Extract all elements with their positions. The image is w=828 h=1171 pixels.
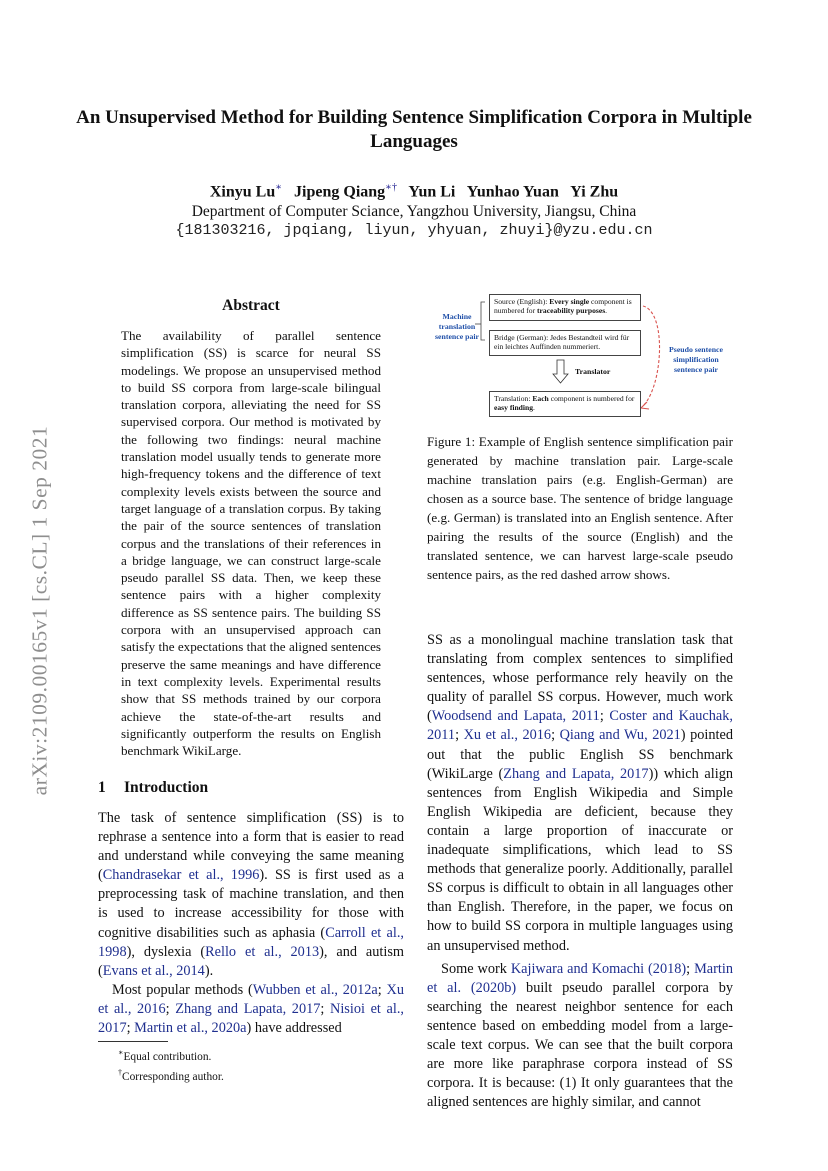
citation-link[interactable]: Woodsend and Lapata, 2011 bbox=[431, 708, 600, 725]
body-text: ), dyslexia ( bbox=[126, 943, 206, 960]
body-text: built pseudo parallel corpora by searching the nearest neighbor sentence for each sentence based on embedding model from a large-scale text corpus. We can see that the built corpora are more like paraphrase corpora instead of SS corpora. It is because: (1) It only guarantees that the aligned sentences are highly similar, and cannot bbox=[427, 979, 733, 1111]
figure-translation-box: Translation: Each component is numbered for easy finding. bbox=[489, 391, 641, 417]
abstract-heading: Abstract bbox=[222, 297, 280, 314]
citation-link[interactable]: Kajiwara and Komachi (2018) bbox=[510, 960, 687, 977]
figure-bridge-box: Bridge (German): Jedes Bestandteil wird für ein leichtes Auffinden nummeriert. bbox=[489, 330, 641, 356]
author-mark: ∗ bbox=[275, 182, 283, 193]
arxiv-stamp bbox=[22, 375, 58, 845]
citation-link[interactable]: Rello et al., 2013 bbox=[205, 943, 320, 960]
body-text: ; bbox=[551, 727, 560, 744]
figure-caption: Figure 1: Example of English sentence simplification pair generated by machine translation pair. Large-scale machine translation pairs (e.g. English-German) are chosen as a source base. The sentence of bridge language (e.g. German) is translated into an English sentence. After pairing the results of the source (English) and the translated sentence, we can harvest large-scale pseudo sentence pairs, as the red dashed arrow shows. bbox=[427, 434, 733, 582]
footnotes bbox=[118, 1045, 398, 1086]
footnote: ∗Equal contribution. bbox=[118, 1048, 212, 1063]
left-column-body bbox=[98, 809, 404, 1038]
citation-link[interactable]: Xu et al., 2016 bbox=[463, 727, 552, 744]
citation-link[interactable]: Martin et al. (2020b) bbox=[427, 960, 733, 996]
section-title: Introduction bbox=[124, 779, 209, 796]
body-text: ; bbox=[686, 960, 695, 977]
body-text: ). bbox=[204, 962, 214, 979]
body-text: ) have addressed bbox=[246, 1020, 342, 1037]
body-text: ). SS is first used as a preprocessing task of machine translation, and then is used to increase accessibility for those with cognitive disabilities such as aphasia ( bbox=[98, 867, 404, 941]
body-text: ; bbox=[599, 708, 610, 725]
citation-link[interactable]: Xu et al., 2016 bbox=[98, 981, 404, 1017]
intro-paragraph-2 bbox=[98, 981, 404, 1038]
footnote-rule bbox=[98, 1041, 168, 1042]
body-text: Some work bbox=[441, 960, 511, 977]
body-text: ) pointed out that the public English SS benchmark (WikiLarge ( bbox=[427, 727, 733, 782]
body-text: ), and autism ( bbox=[98, 943, 404, 979]
intro-paragraph-1 bbox=[98, 809, 404, 981]
right-column-body bbox=[427, 631, 733, 1112]
figure-label-left: Machine translation sentence pair bbox=[435, 312, 479, 341]
body-text: The task of sentence simplification (SS) is to rephrase a sentence into a form that is easier to read and understand while conveying the same meaning ( bbox=[98, 810, 404, 884]
body-text: ; bbox=[165, 1000, 176, 1017]
author-name: Yi Zhu bbox=[570, 183, 619, 201]
citation-link[interactable]: Coster and Kauchak, 2011 bbox=[427, 708, 733, 744]
figure-label-right: Pseudo sentence simplification sentence pair bbox=[669, 345, 723, 374]
footnote: †Corresponding author. bbox=[118, 1068, 224, 1084]
body-text: ; bbox=[320, 1000, 330, 1017]
body-text: ; bbox=[126, 1020, 135, 1037]
paper-title: An Unsupervised Method for Building Sentence Simplification Corpora in Multiple Languages bbox=[76, 107, 752, 152]
arxiv-id: arXiv:2109.00165v1 [cs.CL] 1 Sep 2021 bbox=[27, 425, 52, 795]
author-name: Yun Li bbox=[408, 183, 456, 201]
citation-link[interactable]: Qiang and Wu, 2021 bbox=[559, 727, 681, 744]
author-list bbox=[90, 182, 738, 201]
citation-link[interactable]: Wubben et al., 2012a bbox=[252, 981, 378, 998]
body-text: ; bbox=[377, 981, 387, 998]
body-text: SS as a monolingual machine translation task that translating from complex sentences to simplified sentences, whose performance rely heavily on the quality of parallel SS corpus. However, much work ( bbox=[427, 632, 733, 725]
section-number: 1 bbox=[98, 779, 106, 796]
citation-link[interactable]: Martin et al., 2020a bbox=[134, 1020, 247, 1037]
body-paragraph-1 bbox=[427, 631, 733, 956]
body-text: )) which align sentences from English Wikipedia and Simple English Wikipedia are deficient, because they contain a large proportion of inaccurate or inadequate simplifications, which lead to SS methods that generalize poorly. Additionally, parallel SS corpus is difficult to obtain in all languages other than English. Therefore, in the paper, we focus on how to build SS corpora in multiple languages using an unsupervised method. bbox=[427, 765, 733, 954]
body-text: Most popular methods ( bbox=[112, 981, 253, 998]
author-mark: ∗† bbox=[385, 182, 397, 193]
citation-link[interactable]: Carroll et al., 1998 bbox=[98, 924, 404, 960]
figure-source-box: Source (English): Every single component is numbered for traceability purposes. bbox=[489, 294, 641, 321]
citation-link[interactable]: Zhang and Lapata, 2017 bbox=[175, 1000, 321, 1017]
figure-1 bbox=[427, 290, 733, 420]
author-name: Xinyu Lu bbox=[209, 183, 276, 201]
body-paragraph-2 bbox=[427, 960, 733, 1113]
citation-link[interactable]: Nisioi et al., 2017 bbox=[98, 1000, 405, 1037]
affiliation: Department of Computer Sciance, Yangzhou University, Jiangsu, China bbox=[191, 203, 637, 220]
author-emails: {181303216, jpqiang, liyun, yhyuan, zhuyi}@yzu.edu.cn bbox=[175, 222, 653, 239]
section-heading bbox=[98, 779, 208, 797]
citation-link[interactable]: Zhang and Lapata, 2017 bbox=[503, 765, 649, 782]
figure-translator-label: Translator bbox=[575, 367, 611, 376]
body-text: ; bbox=[455, 727, 464, 744]
abstract-text: The availability of parallel sentence simplification (SS) is scarce for neural SS modelings. We propose an unsupervised method to build SS corpora from large-scale bilingual translation corpora, alleviating the need for SS supervised corpora. Our method is motivated by the following two findings: neural machine translation model usually tends to generate more high-frequency tokens and the difference of text complexity levels exists between the source and target language of a translation corpus. By taking the pair of the source sentences of translation corpus and the translations of their references in a bridge language, we can construct large-scale pseudo parallel SS data. Then, we keep these sentence pairs with a higher complexity difference as SS sentence pairs. The building SS corpora with an unsupervised approach can satisfy the expectations that the aligned sentences preserve the same meanings and have difference in text complexity levels. Experimental results show that SS methods trained by our corpora achieve the state-of-the-art results and significantly outperform the results on English benchmark WikiLarge. bbox=[121, 328, 381, 759]
author-name: Jipeng Qiang bbox=[294, 183, 386, 201]
citation-link[interactable]: Chandrasekar et al., 1996 bbox=[102, 867, 260, 884]
author-name: Yunhao Yuan bbox=[466, 183, 559, 201]
citation-link[interactable]: Evans et al., 2014 bbox=[102, 962, 205, 979]
